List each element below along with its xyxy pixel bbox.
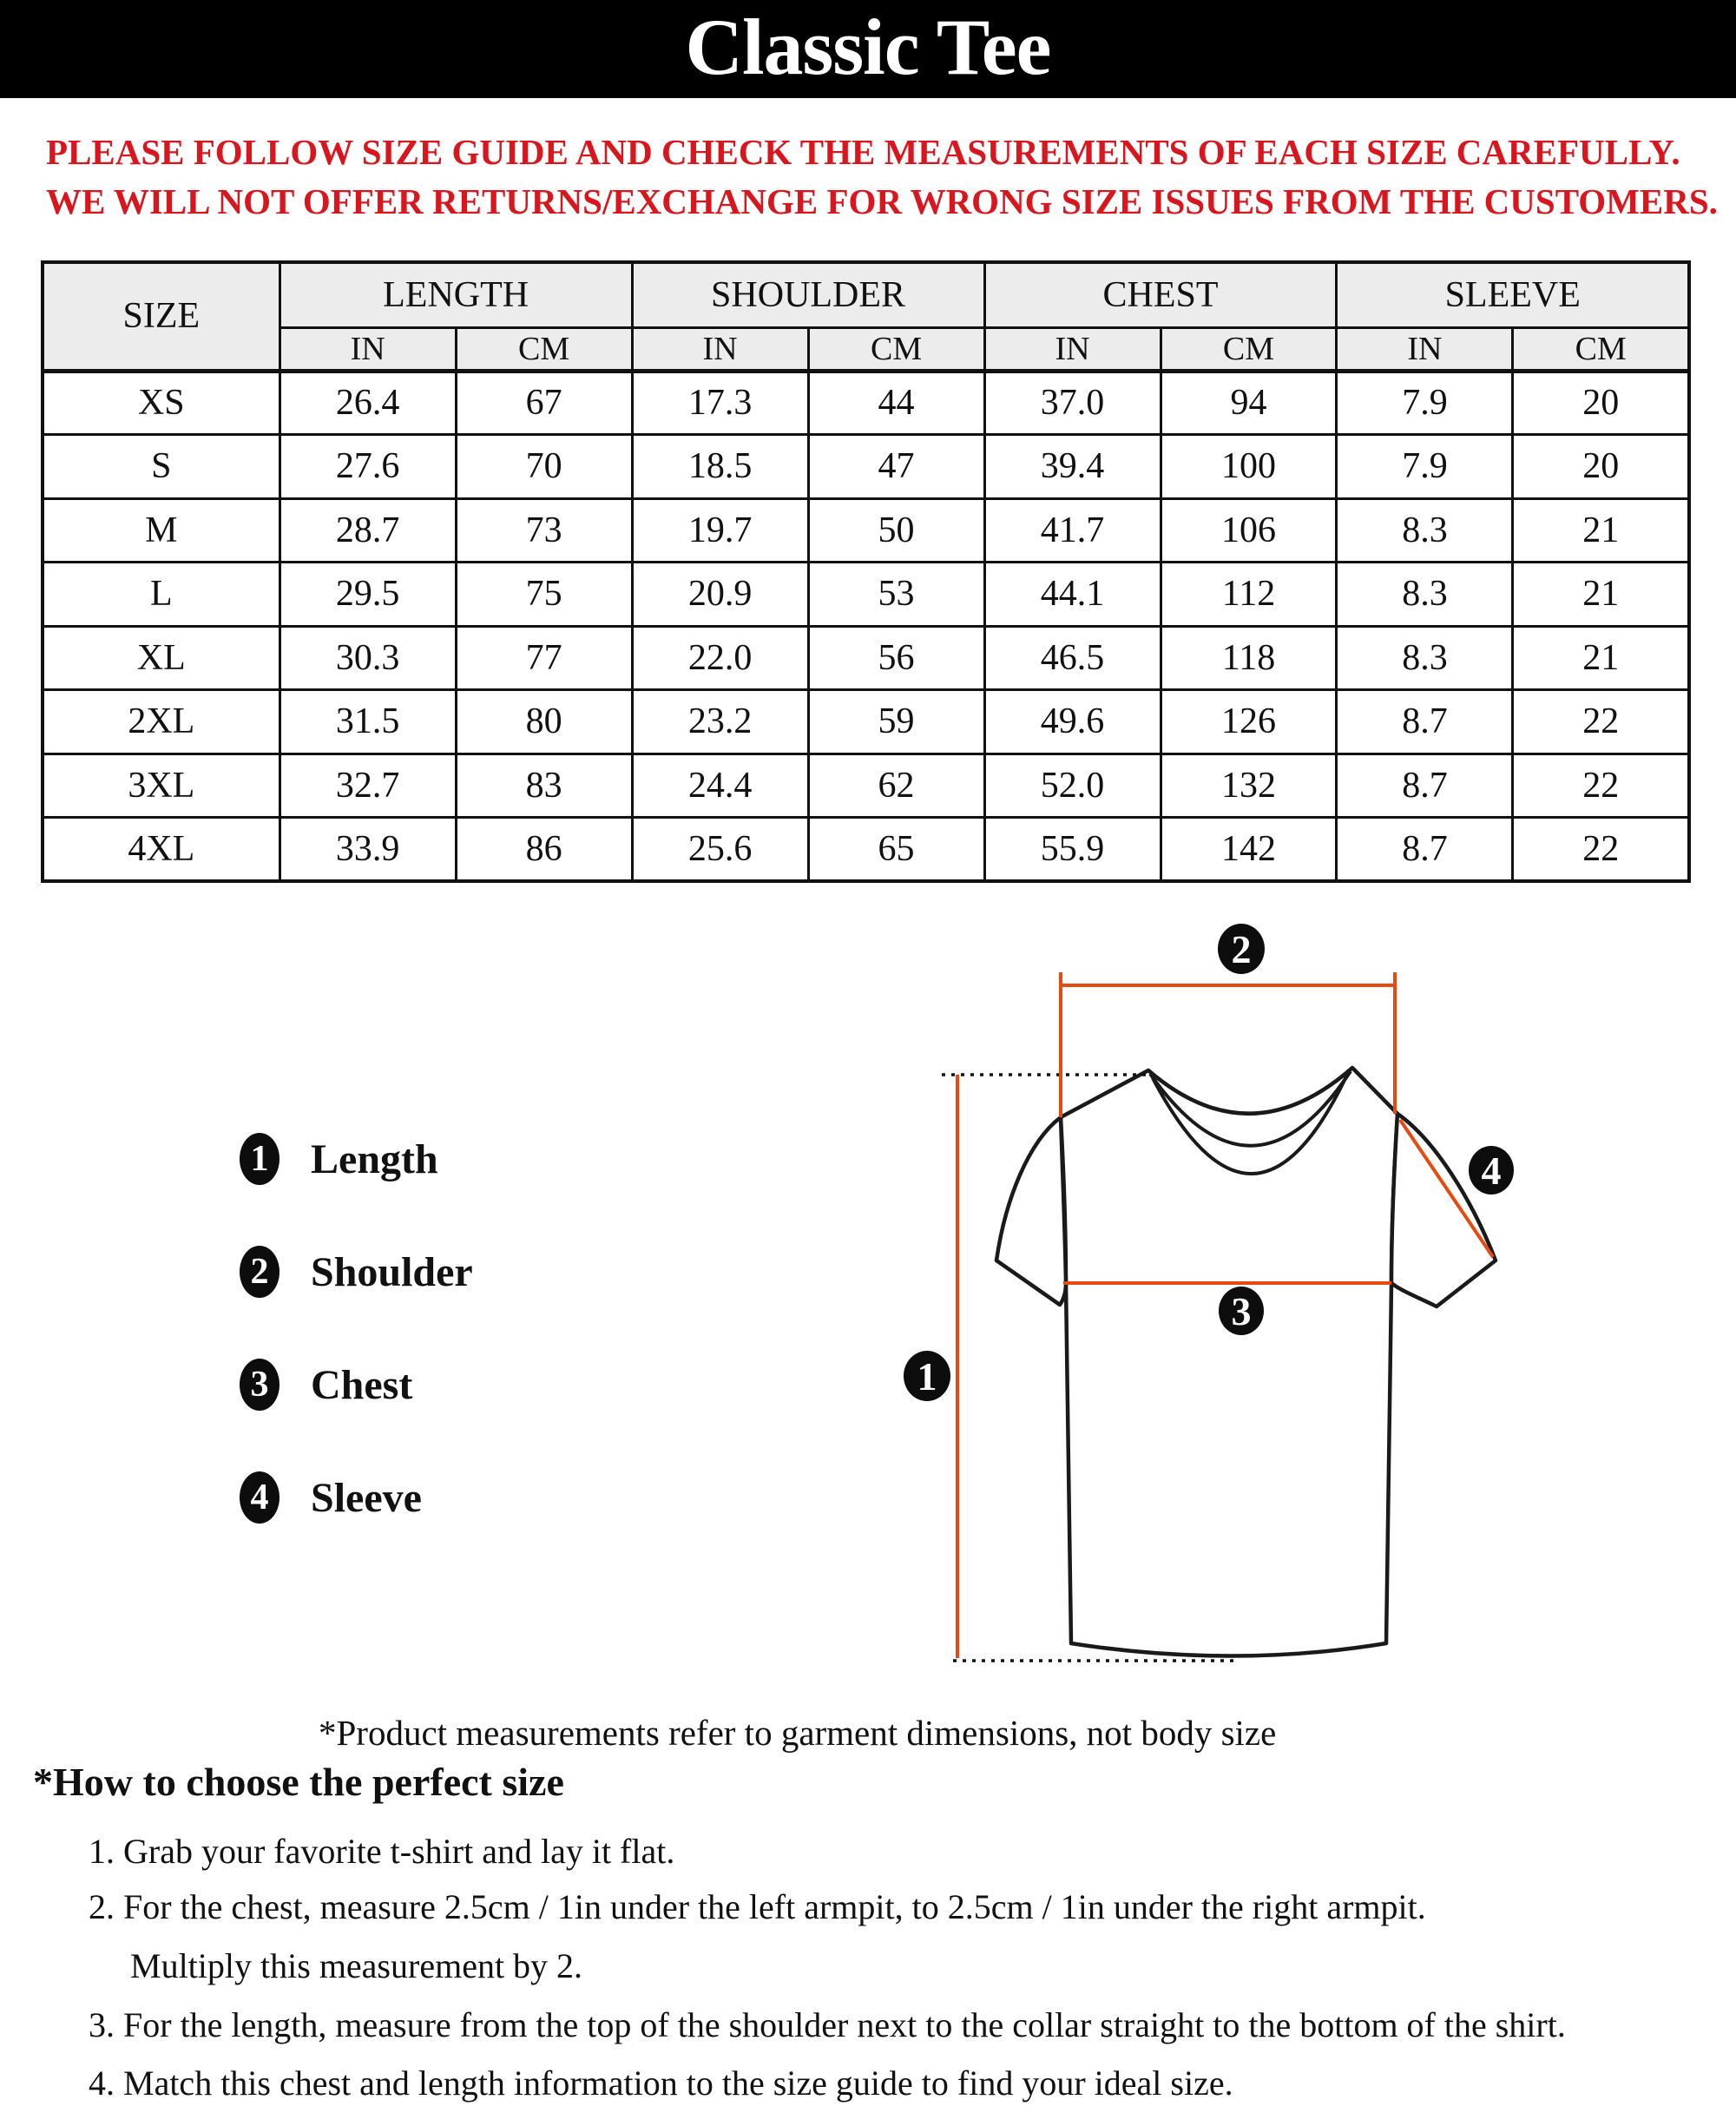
legend-item-sleeve bbox=[240, 1471, 422, 1524]
cell: 100 bbox=[1161, 435, 1337, 499]
table-row bbox=[43, 371, 1689, 435]
cell: 22 bbox=[1513, 690, 1689, 754]
howto-step-2b: Multiply this measurement by 2. bbox=[130, 1946, 583, 1985]
cell: 25.6 bbox=[632, 818, 808, 882]
unit-header: IN bbox=[632, 327, 808, 371]
howto-step-4: 4. Match this chest and length information to the size guide to find your ideal size. bbox=[89, 2063, 1233, 2103]
table-row bbox=[43, 690, 1689, 754]
legend-label-sleeve: Sleeve bbox=[311, 1474, 422, 1521]
tshirt-measurement-diagram bbox=[851, 903, 1580, 1701]
cell: 21 bbox=[1513, 563, 1689, 627]
howto-heading: *How to choose the perfect size bbox=[33, 1760, 564, 1804]
howto-step-2: 2. For the chest, measure 2.5cm / 1in under the left armpit, to 2.5cm / 1in under the right armpit. bbox=[89, 1887, 1426, 1926]
cell: 32.7 bbox=[279, 754, 456, 818]
cell: 106 bbox=[1161, 498, 1337, 563]
warning-line-1: PLEASE FOLLOW SIZE GUIDE AND CHECK THE MEASUREMENTS OF EACH SIZE CAREFULLY. bbox=[46, 132, 1680, 172]
legend-item-shoulder bbox=[240, 1246, 473, 1298]
col-header-length: LENGTH bbox=[279, 262, 632, 327]
cell: 28.7 bbox=[279, 498, 456, 563]
legend-badge-1: 1 bbox=[240, 1133, 279, 1185]
cell: 83 bbox=[456, 754, 632, 818]
cell: 20 bbox=[1513, 371, 1689, 435]
header-bar bbox=[0, 0, 1736, 98]
cell: 7.9 bbox=[1337, 435, 1513, 499]
cell: 142 bbox=[1161, 818, 1337, 882]
unit-header: IN bbox=[1337, 327, 1513, 371]
page-title: Classic Tee bbox=[685, 2, 1051, 91]
col-header-size: SIZE bbox=[43, 262, 279, 371]
cell: 17.3 bbox=[632, 371, 808, 435]
cell: 8.3 bbox=[1337, 498, 1513, 563]
cell: 39.4 bbox=[984, 435, 1161, 499]
size-label: 3XL bbox=[43, 754, 279, 818]
cell: 53 bbox=[808, 563, 984, 627]
cell: 47 bbox=[808, 435, 984, 499]
size-label: S bbox=[43, 435, 279, 499]
cell: 22.0 bbox=[632, 626, 808, 690]
tshirt-body-outline bbox=[1061, 1068, 1397, 1656]
cell: 65 bbox=[808, 818, 984, 882]
cell: 77 bbox=[456, 626, 632, 690]
cell: 37.0 bbox=[984, 371, 1161, 435]
unit-header: IN bbox=[279, 327, 456, 371]
cell: 29.5 bbox=[279, 563, 456, 627]
cell: 46.5 bbox=[984, 626, 1161, 690]
cell: 8.7 bbox=[1337, 690, 1513, 754]
cell: 41.7 bbox=[984, 498, 1161, 563]
cell: 7.9 bbox=[1337, 371, 1513, 435]
col-header-sleeve: SLEEVE bbox=[1337, 262, 1689, 327]
cell: 18.5 bbox=[632, 435, 808, 499]
cell: 62 bbox=[808, 754, 984, 818]
tshirt-right-sleeve bbox=[1391, 1114, 1496, 1307]
cell: 20.9 bbox=[632, 563, 808, 627]
cell: 75 bbox=[456, 563, 632, 627]
col-header-chest: CHEST bbox=[984, 262, 1337, 327]
warning-text bbox=[46, 128, 1730, 227]
cell: 73 bbox=[456, 498, 632, 563]
marker-4 bbox=[1469, 1146, 1514, 1195]
cell: 30.3 bbox=[279, 626, 456, 690]
product-measurement-note: *Product measurements refer to garment dimensions, not body size bbox=[319, 1713, 1277, 1753]
table-row bbox=[43, 626, 1689, 690]
legend-label-shoulder: Shoulder bbox=[311, 1248, 473, 1295]
warning-line-2: WE WILL NOT OFFER RETURNS/EXCHANGE FOR WRONG SIZE ISSUES FROM THE CUSTOMERS. bbox=[46, 181, 1718, 221]
table-row bbox=[43, 818, 1689, 882]
cell: 8.7 bbox=[1337, 818, 1513, 882]
cell: 52.0 bbox=[984, 754, 1161, 818]
cell: 56 bbox=[808, 626, 984, 690]
cell: 33.9 bbox=[279, 818, 456, 882]
cell: 24.4 bbox=[632, 754, 808, 818]
table-row bbox=[43, 754, 1689, 818]
svg-text:1: 1 bbox=[917, 1354, 937, 1399]
cell: 49.6 bbox=[984, 690, 1161, 754]
size-table bbox=[41, 260, 1691, 883]
unit-header: CM bbox=[1161, 327, 1337, 371]
cell: 118 bbox=[1161, 626, 1337, 690]
howto-step-1: 1. Grab your favorite t-shirt and lay it flat. bbox=[89, 1832, 675, 1871]
table-row bbox=[43, 435, 1689, 499]
unit-header: CM bbox=[456, 327, 632, 371]
unit-header: IN bbox=[984, 327, 1161, 371]
unit-header: CM bbox=[808, 327, 984, 371]
legend-badge-4: 4 bbox=[240, 1471, 279, 1524]
cell: 67 bbox=[456, 371, 632, 435]
cell: 22 bbox=[1513, 818, 1689, 882]
marker-1 bbox=[904, 1351, 950, 1401]
legend-label-length: Length bbox=[311, 1135, 438, 1182]
size-label: L bbox=[43, 563, 279, 627]
tshirt-left-sleeve bbox=[996, 1117, 1066, 1305]
table-unit-header-row bbox=[43, 327, 1689, 371]
cell: 23.2 bbox=[632, 690, 808, 754]
svg-text:3: 3 bbox=[1231, 1289, 1252, 1333]
cell: 8.7 bbox=[1337, 754, 1513, 818]
table-group-header-row bbox=[43, 262, 1689, 327]
cell: 132 bbox=[1161, 754, 1337, 818]
cell: 44 bbox=[808, 371, 984, 435]
cell: 22 bbox=[1513, 754, 1689, 818]
svg-text:4: 4 bbox=[1481, 1149, 1502, 1193]
legend-item-chest bbox=[240, 1359, 412, 1411]
size-label: 4XL bbox=[43, 818, 279, 882]
legend-badge-3: 3 bbox=[240, 1359, 279, 1411]
cell: 20 bbox=[1513, 435, 1689, 499]
cell: 8.3 bbox=[1337, 626, 1513, 690]
cell: 112 bbox=[1161, 563, 1337, 627]
legend-badge-2: 2 bbox=[240, 1246, 279, 1298]
cell: 27.6 bbox=[279, 435, 456, 499]
cell: 55.9 bbox=[984, 818, 1161, 882]
cell: 31.5 bbox=[279, 690, 456, 754]
cell: 44.1 bbox=[984, 563, 1161, 627]
marker-2 bbox=[1218, 924, 1265, 974]
col-header-shoulder: SHOULDER bbox=[632, 262, 984, 327]
cell: 26.4 bbox=[279, 371, 456, 435]
size-label: 2XL bbox=[43, 690, 279, 754]
cell: 86 bbox=[456, 818, 632, 882]
unit-header: CM bbox=[1513, 327, 1689, 371]
size-label: XL bbox=[43, 626, 279, 690]
table-row bbox=[43, 563, 1689, 627]
cell: 126 bbox=[1161, 690, 1337, 754]
cell: 8.3 bbox=[1337, 563, 1513, 627]
cell: 21 bbox=[1513, 498, 1689, 563]
legend-item-length bbox=[240, 1133, 438, 1185]
table-row bbox=[43, 498, 1689, 563]
cell: 94 bbox=[1161, 371, 1337, 435]
cell: 19.7 bbox=[632, 498, 808, 563]
cell: 80 bbox=[456, 690, 632, 754]
cell: 50 bbox=[808, 498, 984, 563]
cell: 70 bbox=[456, 435, 632, 499]
cell: 21 bbox=[1513, 626, 1689, 690]
svg-text:2: 2 bbox=[1231, 927, 1252, 971]
legend-label-chest: Chest bbox=[311, 1361, 413, 1408]
size-label: M bbox=[43, 498, 279, 563]
howto-step-3: 3. For the length, measure from the top of the shoulder next to the collar straight to the bottom of the shirt. bbox=[89, 2005, 1566, 2044]
cell: 59 bbox=[808, 690, 984, 754]
size-label: XS bbox=[43, 371, 279, 435]
marker-3 bbox=[1219, 1287, 1264, 1335]
